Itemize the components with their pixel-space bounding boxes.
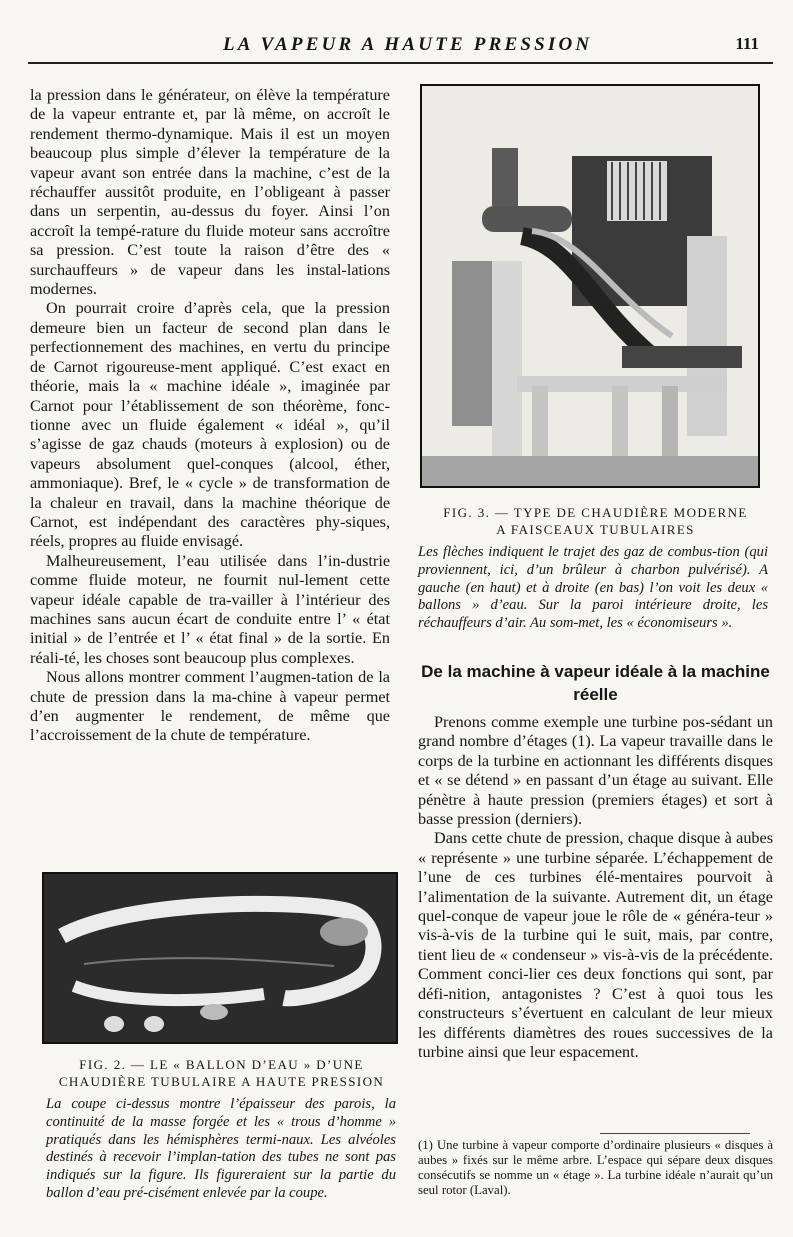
paragraph: Dans cette chute de pression, chaque disque à aubes « représente » une turbine séparée. L’échappement de l’une de ces turbines élé-mentaires pourvoit à l’alimentation de la suivante. Autrement dit, un étage quel-conque de vapeur joue le rôle de « généra-teur » vis-à-vis de la turbine qui le suit, mais, par contre, tient lieu de « condenseur » vis-à-vis de la précédente. Comment conci-lier ces deux fonctions qui sont, par défi-nition, antagonistes ? C’est à quoi tous les constructeurs s’évertuent en calculant de leur mieux les différents diamètres des roues successives de la turbine ainsi que leur espacement. (418, 829, 773, 1061)
boiler-photograph (420, 84, 760, 488)
paragraph: On pourrait croire d’après cela, que la pression demeure bien un facteur de second plan dans le perfectionnement des machines, en vertu du principe de Carnot rigoureuse-ment appliqué. C’est exact en théorie, mais la « machine idéale », imaginée par Carnot pour l’établissement de son théorème, fonc-tionne avec un fluide également « idéal », qu’il s’agisse de gaz chauds (moteurs à explosion) ou de vapeurs absolument quel-conques (alcool, éther, ammoniaque). Bref, le « cycle » de transformation de la chaleur en travail, dans la machine théorique de Carnot, est indépendant des caractères phy-siques, réels, propres au fluide envisagé. (30, 299, 390, 551)
figure2-title-line: FIG. 2. — LE « BALLON D’EAU » D’UNE (79, 1057, 364, 1072)
boiler-illustration (422, 86, 758, 486)
footnote: (1) Une turbine à vapeur comporte d’ordinaire plusieurs « disques à aubes » fixés sur le même arbre. L’espace qui sépare deux disques consécutifs se nomme un « étage ». La turbine idéale n’aurait qu’un seul rotor (Laval). (418, 1138, 773, 1197)
figure2-title-line: CHAUDIÈRE TUBULAIRE A HAUTE PRESSION (58, 1074, 385, 1089)
footnote-divider (600, 1133, 750, 1134)
paragraph: Prenons comme exemple une turbine pos-sédant un grand nombre d’étages (1). La vapeur travaille dans le corps de la turbine en actionnant les différents disques et « se détend » en passant d’un étage au suivant. Elle pénètre à haute pression (premiers étages) et sort à basse pression (derniers). (418, 713, 773, 829)
paragraph: Nous allons montrer comment l’augmen-tation de la chute de pression dans la ma-chine à vapeur permet d’en augmenter le rendement, de même que l’accroissement de la chute de température. (30, 668, 390, 745)
figure2-caption: La coupe ci-dessus montre l’épaisseur des parois, la continuité de la masse forgée et les « trous d’homme » pratiqués dans les hémisphères termi-naux. Les alvéoles destinés à recevoir l’implan-tation des tubes ne sont pas indiqués sur la figure. Ils figureraient sur la partie du ballon d’eau pré-cisément enlevée par la coupe. (46, 1096, 396, 1201)
figure3-title-line: FIG. 3. — TYPE DE CHAUDIÈRE MODERNE (443, 505, 748, 520)
running-header (28, 28, 773, 64)
figure3-title-line: A FAISCEAUX TUBULAIRES (496, 522, 695, 537)
figure2-title (44, 1056, 399, 1090)
paragraph: la pression dans le générateur, on élève la température de la vapeur entrante et, par là même, on accroît le rendement thermo-dynamique. Mais il est un moyen beaucoup plus simple d’élever la température de la vapeur avant son entrée dans la machine, c’est de la réchauffer aussitôt produite, en l’obligeant à passer dans un serpentin, au-dessus du foyer. Ainsi l’on accroît la tempé-rature du fluide moteur sans accroître sa pression. C’est toute la raison d’être des « surchauffeurs » de vapeur dans les instal-lations modernes. (30, 86, 390, 299)
figure3-title (418, 504, 773, 538)
figure3-caption: Les flèches indiquent le trajet des gaz de combus-tion (qui proviennent, ici, d’un brûleur à charbon pulvérisé). A gauche (en haut) et à droite (en bas) l’on voit les deux « ballons » d’eau. Sur la paroi intérieure droite, les réchauffeurs d’air. Au som-met, les « économiseurs ». (418, 544, 768, 632)
running-title: LA VAPEUR A HAUTE PRESSION (223, 34, 593, 55)
water-drum-photograph (42, 872, 398, 1044)
left-column (30, 86, 390, 746)
paragraph: Malheureusement, l’eau utilisée dans l’in-dustrie comme fluide moteur, ne fournit nul-lement cette vapeur idéale capable de tra-vailler à l’intérieur des machines sans aucun écart de conduite entre l’ « état initial » de l’entrée et l’ « état final » de la sortie. En réali-té, les choses sont beaucoup plus complexes. (30, 551, 390, 667)
section-heading: De la machine à vapeur idéale à la machine réelle (421, 662, 770, 704)
page-number: 111 (735, 34, 759, 53)
right-column (418, 713, 773, 1062)
water-drum-illustration (44, 874, 396, 1042)
